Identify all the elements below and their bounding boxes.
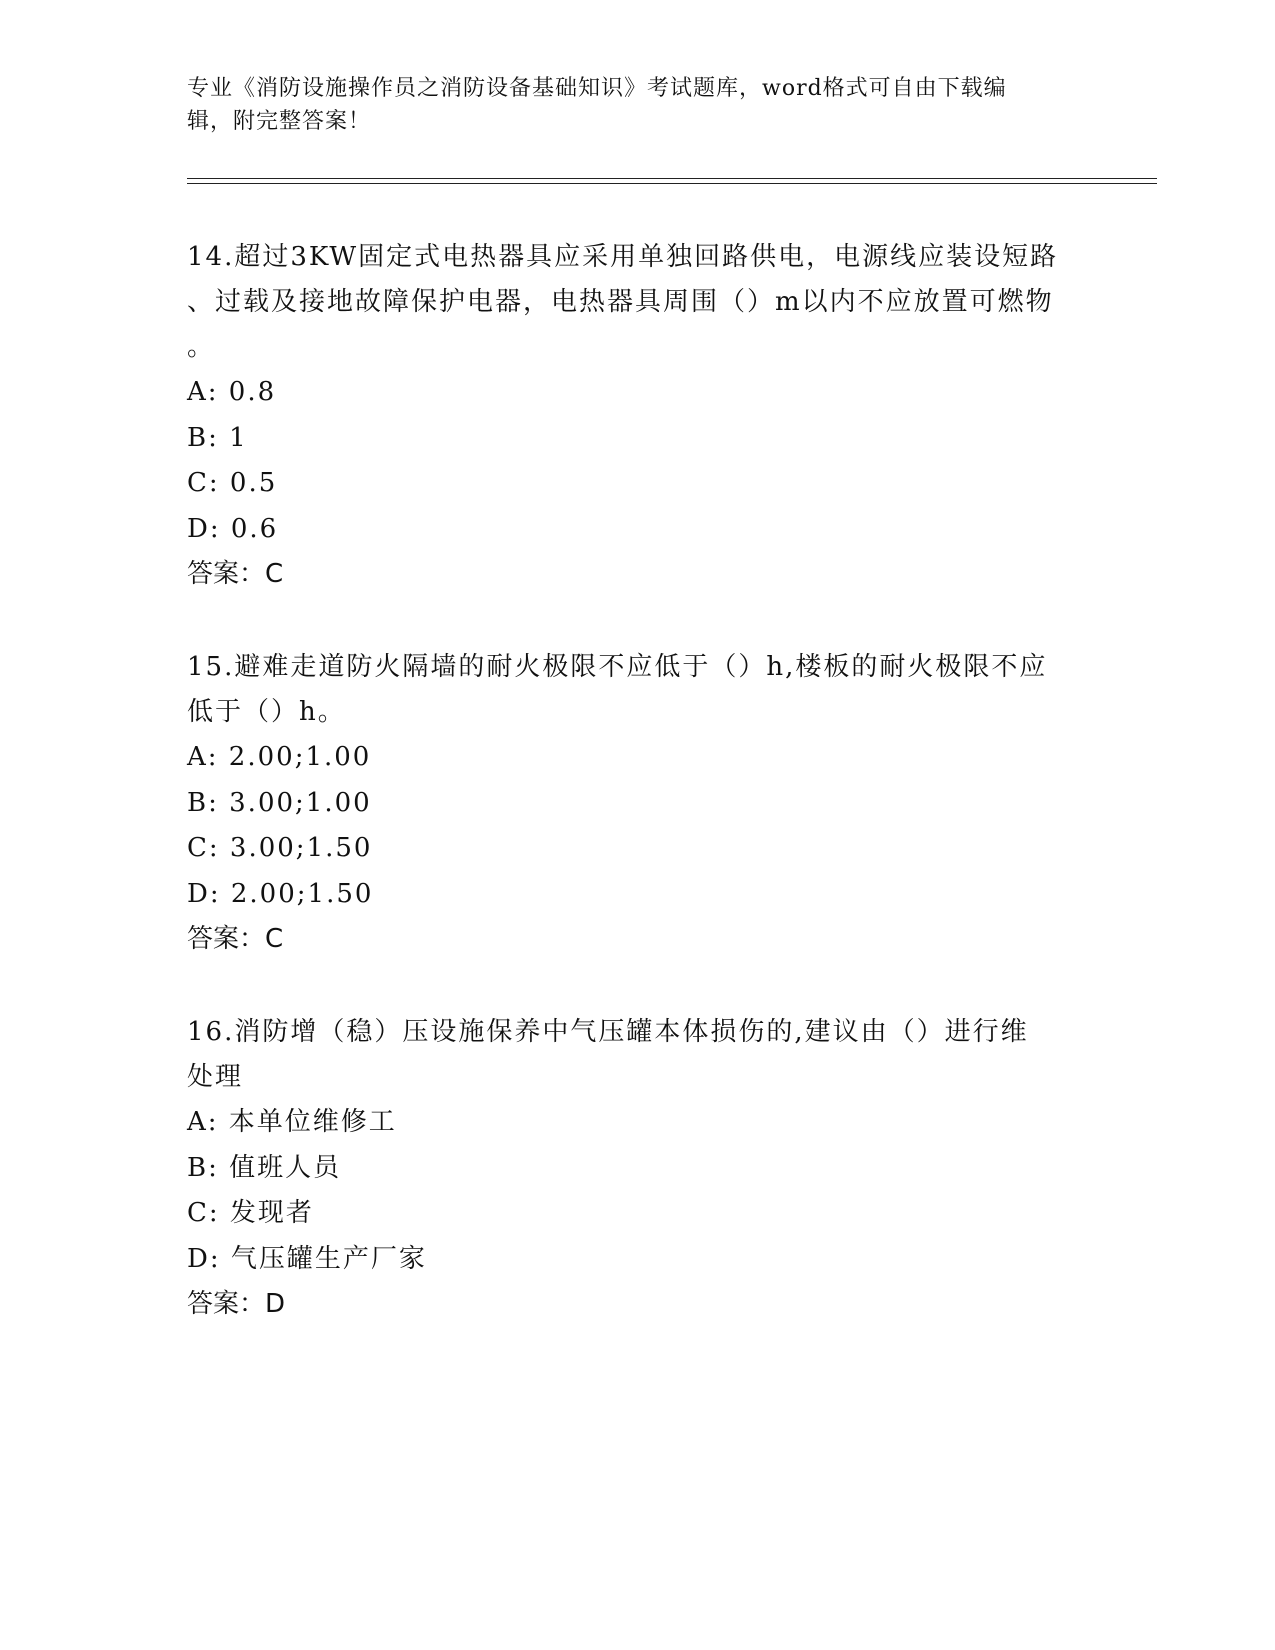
option-c: C: 3.00;1.50 — [187, 833, 373, 863]
option-a: A: 0.8 — [187, 377, 277, 407]
stem-line: 低于（）h。 — [187, 697, 346, 727]
question-stem — [187, 235, 1087, 370]
answer: 答案：C — [187, 924, 284, 954]
document-header — [187, 72, 1087, 138]
stem-line: 处理 — [187, 1062, 244, 1092]
option-b: B: 3.00;1.00 — [187, 787, 372, 818]
header-line-1: 专业《消防设施操作员之消防设备基础知识》考试题库，word格式可自由下载编 — [187, 76, 1007, 101]
stem-line: 14.超过3KW固定式电热器具应采用单独回路供电，电源线应装设短路 — [187, 242, 1059, 272]
option-a: A: 2.00;1.00 — [187, 742, 372, 772]
stem-line: 16.消防增（稳）压设施保养中气压罐本体损伤的,建议由（）进行维 — [187, 1017, 1029, 1047]
answer: 答案：C — [187, 559, 284, 589]
stem-line: 。 — [187, 332, 216, 362]
header-line-2: 辑，附完整答案！ — [187, 109, 372, 134]
option-d: D: 气压罐生产厂家 — [187, 1243, 427, 1274]
header-divider-top — [187, 178, 1157, 179]
question-stem — [187, 645, 1087, 735]
question-stem — [187, 1010, 1087, 1100]
answer: 答案：D — [187, 1289, 286, 1319]
option-c: C: 发现者 — [187, 1198, 314, 1228]
option-c: C: 0.5 — [187, 468, 278, 498]
option-d: D: 0.6 — [187, 513, 279, 544]
stem-line: 15.避难走道防火隔墙的耐火极限不应低于（）h,楼板的耐火极限不应 — [187, 652, 1048, 682]
option-a: A: 本单位维修工 — [187, 1107, 397, 1137]
header-divider-bottom — [187, 183, 1157, 184]
option-b: B: 1 — [187, 422, 248, 453]
option-d: D: 2.00;1.50 — [187, 878, 374, 909]
question-15 — [187, 645, 1087, 962]
option-b: B: 值班人员 — [187, 1152, 342, 1183]
question-16 — [187, 1010, 1087, 1327]
question-14 — [187, 235, 1087, 597]
stem-line: 、过载及接地故障保护电器，电热器具周围（）m以内不应放置可燃物 — [187, 287, 1054, 317]
